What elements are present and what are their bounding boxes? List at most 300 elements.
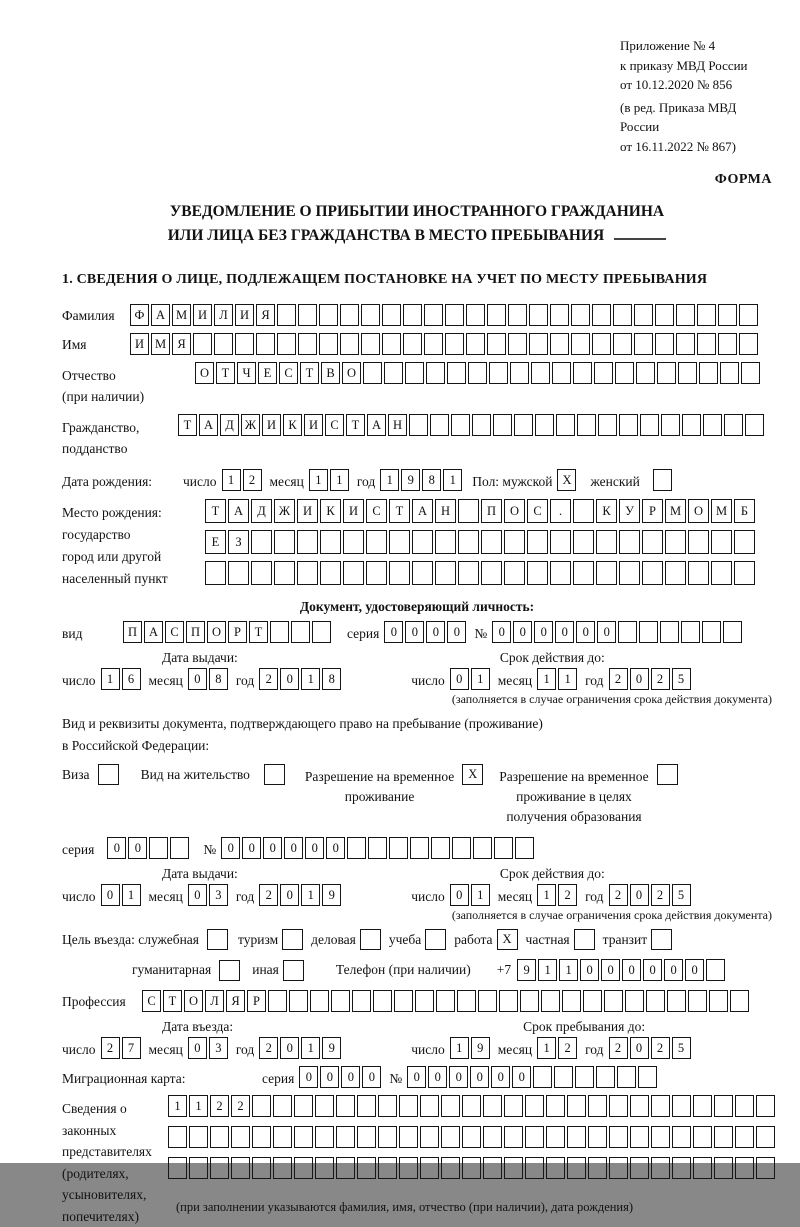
- profession-cell[interactable]: [268, 990, 287, 1012]
- representatives-cell[interactable]: [168, 1157, 187, 1179]
- citizenship-cell[interactable]: А: [367, 414, 386, 436]
- representatives-cell[interactable]: [399, 1095, 418, 1117]
- representatives-cell[interactable]: [189, 1126, 208, 1148]
- citizenship-cell[interactable]: [703, 414, 722, 436]
- permit-number-cell[interactable]: 0: [263, 837, 282, 859]
- given-name-cell[interactable]: [403, 333, 422, 355]
- doc-issue-day-cell[interactable]: 1: [101, 668, 120, 690]
- phone-cell[interactable]: 0: [643, 959, 662, 981]
- birthplace-cell[interactable]: А: [412, 499, 433, 523]
- birthplace-cell[interactable]: [297, 561, 318, 585]
- permit-series-cell[interactable]: 0: [107, 837, 126, 859]
- representatives-cell[interactable]: [714, 1126, 733, 1148]
- citizenship-cell[interactable]: Т: [346, 414, 365, 436]
- representatives-cell[interactable]: [420, 1095, 439, 1117]
- doc-valid-day-cell[interactable]: 0: [450, 668, 469, 690]
- given-name-cell[interactable]: [634, 333, 653, 355]
- representatives-cell[interactable]: [567, 1095, 586, 1117]
- birthplace-cell[interactable]: П: [481, 499, 502, 523]
- migration-series-cell[interactable]: 0: [341, 1066, 360, 1088]
- migration-number-cell[interactable]: [554, 1066, 573, 1088]
- representatives-cell[interactable]: [546, 1095, 565, 1117]
- doc-kind-cell[interactable]: О: [207, 621, 226, 643]
- citizenship-cell[interactable]: Т: [178, 414, 197, 436]
- patronymic-cell[interactable]: [657, 362, 676, 384]
- given-name-cell[interactable]: [445, 333, 464, 355]
- citizenship-cell[interactable]: [619, 414, 638, 436]
- representatives-cell[interactable]: [420, 1157, 439, 1179]
- permit-issue-day-cell[interactable]: 0: [101, 884, 120, 906]
- birthplace-cell[interactable]: С: [366, 499, 387, 523]
- migration-number-cell[interactable]: [596, 1066, 615, 1088]
- patronymic-cell[interactable]: Т: [300, 362, 319, 384]
- representatives-cell[interactable]: [378, 1126, 397, 1148]
- representatives-cell[interactable]: [315, 1095, 334, 1117]
- birthplace-cell[interactable]: [412, 530, 433, 554]
- doc-kind-cell[interactable]: [270, 621, 289, 643]
- doc-issue-year-cell[interactable]: 0: [280, 668, 299, 690]
- representatives-cell[interactable]: [441, 1157, 460, 1179]
- birthplace-cell[interactable]: [734, 530, 755, 554]
- citizenship-cell[interactable]: [556, 414, 575, 436]
- representatives-cell[interactable]: [357, 1157, 376, 1179]
- residence-permit-checkbox-cell[interactable]: [264, 764, 285, 785]
- representatives-cell[interactable]: [651, 1126, 670, 1148]
- profession-cell[interactable]: [436, 990, 455, 1012]
- birthplace-cell[interactable]: [688, 530, 709, 554]
- representatives-cell[interactable]: [273, 1126, 292, 1148]
- representatives-cell[interactable]: [315, 1157, 334, 1179]
- permit-issue-year-cell[interactable]: 9: [322, 884, 341, 906]
- birthplace-cell[interactable]: А: [228, 499, 249, 523]
- given-name-cell[interactable]: [214, 333, 233, 355]
- surname-cell[interactable]: Я: [256, 304, 275, 326]
- surname-cell[interactable]: И: [235, 304, 254, 326]
- given-name-cell[interactable]: [487, 333, 506, 355]
- birthplace-cell[interactable]: [573, 530, 594, 554]
- surname-cell[interactable]: [613, 304, 632, 326]
- permit-series-cell[interactable]: [149, 837, 168, 859]
- representatives-cell[interactable]: 1: [189, 1095, 208, 1117]
- permit-number-cell[interactable]: [452, 837, 471, 859]
- doc-number-cell[interactable]: [702, 621, 721, 643]
- permit-valid-day-cell[interactable]: 1: [471, 884, 490, 906]
- representatives-cell[interactable]: [231, 1126, 250, 1148]
- birthplace-cell[interactable]: [642, 561, 663, 585]
- profession-cell[interactable]: [457, 990, 476, 1012]
- given-name-cell[interactable]: [466, 333, 485, 355]
- profession-cell[interactable]: [352, 990, 371, 1012]
- permit-issue-year-cell[interactable]: 2: [259, 884, 278, 906]
- birthplace-cell[interactable]: [596, 530, 617, 554]
- birthplace-cell[interactable]: [205, 561, 226, 585]
- birthplace-cell[interactable]: [665, 530, 686, 554]
- birthplace-cell[interactable]: [527, 530, 548, 554]
- doc-valid-year-cell[interactable]: 0: [630, 668, 649, 690]
- migration-series-cell[interactable]: 0: [362, 1066, 381, 1088]
- permit-number-cell[interactable]: [389, 837, 408, 859]
- visa-checkbox-cell[interactable]: [98, 764, 119, 785]
- birthplace-cell[interactable]: Д: [251, 499, 272, 523]
- patronymic-cell[interactable]: [552, 362, 571, 384]
- surname-cell[interactable]: [298, 304, 317, 326]
- permit-number-cell[interactable]: [410, 837, 429, 859]
- representatives-cell[interactable]: [525, 1157, 544, 1179]
- representatives-cell[interactable]: [714, 1095, 733, 1117]
- patronymic-cell[interactable]: Ч: [237, 362, 256, 384]
- representatives-cell[interactable]: [546, 1157, 565, 1179]
- surname-cell[interactable]: [403, 304, 422, 326]
- birthplace-cell[interactable]: [665, 561, 686, 585]
- birthplace-cell[interactable]: И: [297, 499, 318, 523]
- given-name-cell[interactable]: [193, 333, 212, 355]
- phone-cell[interactable]: 0: [622, 959, 641, 981]
- representatives-cell[interactable]: [504, 1095, 523, 1117]
- profession-cell[interactable]: [709, 990, 728, 1012]
- patronymic-cell[interactable]: [699, 362, 718, 384]
- patronymic-cell[interactable]: [405, 362, 424, 384]
- representatives-cell[interactable]: [210, 1126, 229, 1148]
- surname-cell[interactable]: [739, 304, 758, 326]
- profession-cell[interactable]: [583, 990, 602, 1012]
- birthplace-cell[interactable]: Ж: [274, 499, 295, 523]
- surname-cell[interactable]: И: [193, 304, 212, 326]
- patronymic-cell[interactable]: [636, 362, 655, 384]
- patronymic-cell[interactable]: В: [321, 362, 340, 384]
- doc-kind-cell[interactable]: [291, 621, 310, 643]
- representatives-cell[interactable]: [609, 1095, 628, 1117]
- permit-number-cell[interactable]: 0: [242, 837, 261, 859]
- birthplace-cell[interactable]: [251, 530, 272, 554]
- surname-cell[interactable]: [424, 304, 443, 326]
- patronymic-cell[interactable]: [594, 362, 613, 384]
- permit-series-cell[interactable]: [170, 837, 189, 859]
- citizenship-cell[interactable]: [577, 414, 596, 436]
- purpose-private-checkbox-cell[interactable]: [574, 929, 595, 950]
- representatives-cell[interactable]: [399, 1157, 418, 1179]
- temp-permit-checkbox-cell[interactable]: X: [462, 764, 483, 785]
- profession-cell[interactable]: Р: [247, 990, 266, 1012]
- representatives-cell[interactable]: [672, 1095, 691, 1117]
- surname-cell[interactable]: [592, 304, 611, 326]
- representatives-cell[interactable]: [294, 1126, 313, 1148]
- phone-cell[interactable]: 0: [601, 959, 620, 981]
- representatives-cell[interactable]: [693, 1157, 712, 1179]
- surname-cell[interactable]: [361, 304, 380, 326]
- surname-cell[interactable]: [571, 304, 590, 326]
- entry-year-cell[interactable]: 1: [301, 1037, 320, 1059]
- patronymic-cell[interactable]: [510, 362, 529, 384]
- doc-issue-month-cell[interactable]: 0: [188, 668, 207, 690]
- purpose-official-checkbox-cell[interactable]: [207, 929, 228, 950]
- profession-cell[interactable]: Я: [226, 990, 245, 1012]
- migration-number-cell[interactable]: [533, 1066, 552, 1088]
- representatives-cell[interactable]: [336, 1157, 355, 1179]
- birthplace-cell[interactable]: [320, 561, 341, 585]
- migration-number-cell[interactable]: [638, 1066, 657, 1088]
- surname-cell[interactable]: [718, 304, 737, 326]
- representatives-cell[interactable]: [630, 1157, 649, 1179]
- representatives-cell[interactable]: [672, 1157, 691, 1179]
- profession-cell[interactable]: [478, 990, 497, 1012]
- patronymic-cell[interactable]: О: [342, 362, 361, 384]
- citizenship-cell[interactable]: [535, 414, 554, 436]
- representatives-cell[interactable]: [693, 1095, 712, 1117]
- surname-cell[interactable]: [676, 304, 695, 326]
- birthplace-cell[interactable]: [389, 530, 410, 554]
- doc-number-cell[interactable]: 0: [513, 621, 532, 643]
- doc-number-cell[interactable]: 0: [492, 621, 511, 643]
- profession-cell[interactable]: [625, 990, 644, 1012]
- birthplace-cell[interactable]: М: [665, 499, 686, 523]
- profession-cell[interactable]: О: [184, 990, 203, 1012]
- representatives-cell[interactable]: [735, 1157, 754, 1179]
- patronymic-cell[interactable]: О: [195, 362, 214, 384]
- representatives-cell[interactable]: [504, 1126, 523, 1148]
- representatives-cell[interactable]: 2: [210, 1095, 229, 1117]
- doc-number-cell[interactable]: 0: [534, 621, 553, 643]
- entry-year-cell[interactable]: 0: [280, 1037, 299, 1059]
- surname-cell[interactable]: А: [151, 304, 170, 326]
- birth-day-cell[interactable]: 2: [243, 469, 262, 491]
- citizenship-cell[interactable]: [682, 414, 701, 436]
- birthplace-cell[interactable]: [619, 530, 640, 554]
- patronymic-cell[interactable]: С: [279, 362, 298, 384]
- surname-cell[interactable]: [340, 304, 359, 326]
- citizenship-cell[interactable]: И: [304, 414, 323, 436]
- profession-cell[interactable]: [289, 990, 308, 1012]
- representatives-cell[interactable]: [378, 1095, 397, 1117]
- stay-year-cell[interactable]: 2: [651, 1037, 670, 1059]
- doc-kind-cell[interactable]: Р: [228, 621, 247, 643]
- citizenship-cell[interactable]: К: [283, 414, 302, 436]
- entry-month-cell[interactable]: 3: [209, 1037, 228, 1059]
- stay-day-cell[interactable]: 9: [471, 1037, 490, 1059]
- birthplace-cell[interactable]: [366, 561, 387, 585]
- doc-kind-cell[interactable]: А: [144, 621, 163, 643]
- given-name-cell[interactable]: М: [151, 333, 170, 355]
- birth-month-cell[interactable]: 1: [330, 469, 349, 491]
- permit-valid-day-cell[interactable]: 0: [450, 884, 469, 906]
- birthplace-cell[interactable]: У: [619, 499, 640, 523]
- birthplace-cell[interactable]: [435, 561, 456, 585]
- representatives-cell[interactable]: [252, 1095, 271, 1117]
- profession-cell[interactable]: [373, 990, 392, 1012]
- representatives-cell[interactable]: [651, 1095, 670, 1117]
- permit-number-cell[interactable]: 0: [284, 837, 303, 859]
- profession-cell[interactable]: [730, 990, 749, 1012]
- migration-number-cell[interactable]: 0: [512, 1066, 531, 1088]
- birthplace-cell[interactable]: О: [504, 499, 525, 523]
- birthplace-cell[interactable]: С: [527, 499, 548, 523]
- doc-kind-cell[interactable]: С: [165, 621, 184, 643]
- given-name-cell[interactable]: [277, 333, 296, 355]
- profession-cell[interactable]: Л: [205, 990, 224, 1012]
- representatives-cell[interactable]: [294, 1157, 313, 1179]
- representatives-cell[interactable]: [252, 1157, 271, 1179]
- profession-cell[interactable]: Т: [163, 990, 182, 1012]
- birthplace-cell[interactable]: Б: [734, 499, 755, 523]
- permit-valid-year-cell[interactable]: 2: [651, 884, 670, 906]
- representatives-cell[interactable]: [231, 1157, 250, 1179]
- citizenship-cell[interactable]: [430, 414, 449, 436]
- representatives-cell[interactable]: [357, 1095, 376, 1117]
- entry-year-cell[interactable]: 9: [322, 1037, 341, 1059]
- representatives-cell[interactable]: [462, 1157, 481, 1179]
- patronymic-cell[interactable]: [363, 362, 382, 384]
- patronymic-cell[interactable]: [468, 362, 487, 384]
- birthplace-cell[interactable]: [504, 561, 525, 585]
- birthplace-cell[interactable]: [711, 530, 732, 554]
- given-name-cell[interactable]: [697, 333, 716, 355]
- representatives-cell[interactable]: [756, 1157, 775, 1179]
- sex-female-checkbox-cell[interactable]: [653, 469, 672, 491]
- representatives-cell[interactable]: [483, 1126, 502, 1148]
- representatives-cell[interactable]: [546, 1126, 565, 1148]
- sex-male-checkbox-cell[interactable]: X: [557, 469, 576, 491]
- surname-cell[interactable]: [634, 304, 653, 326]
- purpose-work-checkbox-cell[interactable]: X: [497, 929, 518, 950]
- doc-kind-cell[interactable]: Т: [249, 621, 268, 643]
- permit-series-cell[interactable]: 0: [128, 837, 147, 859]
- entry-day-cell[interactable]: 2: [101, 1037, 120, 1059]
- phone-cell[interactable]: 9: [517, 959, 536, 981]
- birth-year-cell[interactable]: 1: [380, 469, 399, 491]
- profession-cell[interactable]: [604, 990, 623, 1012]
- birthplace-cell[interactable]: О: [688, 499, 709, 523]
- doc-valid-year-cell[interactable]: 2: [609, 668, 628, 690]
- doc-number-cell[interactable]: [618, 621, 637, 643]
- surname-cell[interactable]: Л: [214, 304, 233, 326]
- profession-cell[interactable]: [331, 990, 350, 1012]
- doc-issue-year-cell[interactable]: 2: [259, 668, 278, 690]
- given-name-cell[interactable]: [718, 333, 737, 355]
- representatives-cell[interactable]: [420, 1126, 439, 1148]
- doc-kind-cell[interactable]: [312, 621, 331, 643]
- patronymic-cell[interactable]: [573, 362, 592, 384]
- permit-issue-day-cell[interactable]: 1: [122, 884, 141, 906]
- representatives-cell[interactable]: [189, 1157, 208, 1179]
- doc-kind-cell[interactable]: П: [123, 621, 142, 643]
- given-name-cell[interactable]: [340, 333, 359, 355]
- phone-cell[interactable]: 0: [580, 959, 599, 981]
- permit-number-cell[interactable]: 0: [326, 837, 345, 859]
- doc-issue-year-cell[interactable]: 8: [322, 668, 341, 690]
- permit-number-cell[interactable]: [494, 837, 513, 859]
- profession-cell[interactable]: [541, 990, 560, 1012]
- birthplace-cell[interactable]: Т: [389, 499, 410, 523]
- birthplace-cell[interactable]: К: [596, 499, 617, 523]
- birthplace-cell[interactable]: [320, 530, 341, 554]
- surname-cell[interactable]: [445, 304, 464, 326]
- migration-number-cell[interactable]: [575, 1066, 594, 1088]
- doc-series-cell[interactable]: 0: [384, 621, 403, 643]
- permit-valid-month-cell[interactable]: 1: [537, 884, 556, 906]
- permit-number-cell[interactable]: [515, 837, 534, 859]
- given-name-cell[interactable]: [235, 333, 254, 355]
- doc-issue-day-cell[interactable]: 6: [122, 668, 141, 690]
- doc-valid-day-cell[interactable]: 1: [471, 668, 490, 690]
- entry-month-cell[interactable]: 0: [188, 1037, 207, 1059]
- migration-series-cell[interactable]: 0: [320, 1066, 339, 1088]
- profession-cell[interactable]: [415, 990, 434, 1012]
- birthplace-cell[interactable]: М: [711, 499, 732, 523]
- birthplace-cell[interactable]: [527, 561, 548, 585]
- given-name-cell[interactable]: [613, 333, 632, 355]
- surname-cell[interactable]: [697, 304, 716, 326]
- birthplace-cell[interactable]: [251, 561, 272, 585]
- given-name-cell[interactable]: [571, 333, 590, 355]
- birth-year-cell[interactable]: 8: [422, 469, 441, 491]
- given-name-cell[interactable]: [676, 333, 695, 355]
- representatives-cell[interactable]: [735, 1095, 754, 1117]
- profession-cell[interactable]: [520, 990, 539, 1012]
- representatives-cell[interactable]: [630, 1126, 649, 1148]
- given-name-cell[interactable]: [298, 333, 317, 355]
- migration-number-cell[interactable]: [617, 1066, 636, 1088]
- purpose-transit-checkbox-cell[interactable]: [651, 929, 672, 950]
- permit-number-cell[interactable]: 0: [221, 837, 240, 859]
- surname-cell[interactable]: [550, 304, 569, 326]
- surname-cell[interactable]: [529, 304, 548, 326]
- given-name-cell[interactable]: [382, 333, 401, 355]
- representatives-cell[interactable]: [315, 1126, 334, 1148]
- birthplace-cell[interactable]: [550, 561, 571, 585]
- profession-cell[interactable]: [646, 990, 665, 1012]
- permit-valid-month-cell[interactable]: 2: [558, 884, 577, 906]
- birthplace-cell[interactable]: З: [228, 530, 249, 554]
- temp-permit-edu-checkbox-cell[interactable]: [657, 764, 678, 785]
- representatives-cell[interactable]: [630, 1095, 649, 1117]
- birthplace-cell[interactable]: [573, 499, 594, 523]
- birthplace-cell[interactable]: [458, 530, 479, 554]
- representatives-cell[interactable]: [567, 1126, 586, 1148]
- representatives-cell[interactable]: [441, 1095, 460, 1117]
- representatives-cell[interactable]: [252, 1126, 271, 1148]
- migration-series-cell[interactable]: 0: [299, 1066, 318, 1088]
- doc-issue-month-cell[interactable]: 8: [209, 668, 228, 690]
- birthplace-cell[interactable]: Т: [205, 499, 226, 523]
- stay-month-cell[interactable]: 2: [558, 1037, 577, 1059]
- birthplace-cell[interactable]: [343, 561, 364, 585]
- representatives-cell[interactable]: [357, 1126, 376, 1148]
- representatives-cell[interactable]: [294, 1095, 313, 1117]
- patronymic-cell[interactable]: [678, 362, 697, 384]
- phone-cell[interactable]: 1: [559, 959, 578, 981]
- phone-cell[interactable]: 0: [664, 959, 683, 981]
- permit-issue-month-cell[interactable]: 3: [209, 884, 228, 906]
- birth-year-cell[interactable]: 1: [443, 469, 462, 491]
- permit-issue-month-cell[interactable]: 0: [188, 884, 207, 906]
- migration-number-cell[interactable]: 0: [491, 1066, 510, 1088]
- representatives-cell[interactable]: [735, 1126, 754, 1148]
- representatives-cell[interactable]: [588, 1126, 607, 1148]
- representatives-cell[interactable]: [756, 1126, 775, 1148]
- profession-cell[interactable]: [667, 990, 686, 1012]
- profession-cell[interactable]: [394, 990, 413, 1012]
- birthplace-cell[interactable]: [274, 561, 295, 585]
- representatives-cell[interactable]: [441, 1126, 460, 1148]
- representatives-cell[interactable]: [651, 1157, 670, 1179]
- doc-number-cell[interactable]: 0: [555, 621, 574, 643]
- doc-series-cell[interactable]: 0: [405, 621, 424, 643]
- birth-day-cell[interactable]: 1: [222, 469, 241, 491]
- entry-day-cell[interactable]: 7: [122, 1037, 141, 1059]
- permit-number-cell[interactable]: [347, 837, 366, 859]
- surname-cell[interactable]: [319, 304, 338, 326]
- representatives-cell[interactable]: 2: [231, 1095, 250, 1117]
- doc-number-cell[interactable]: [723, 621, 742, 643]
